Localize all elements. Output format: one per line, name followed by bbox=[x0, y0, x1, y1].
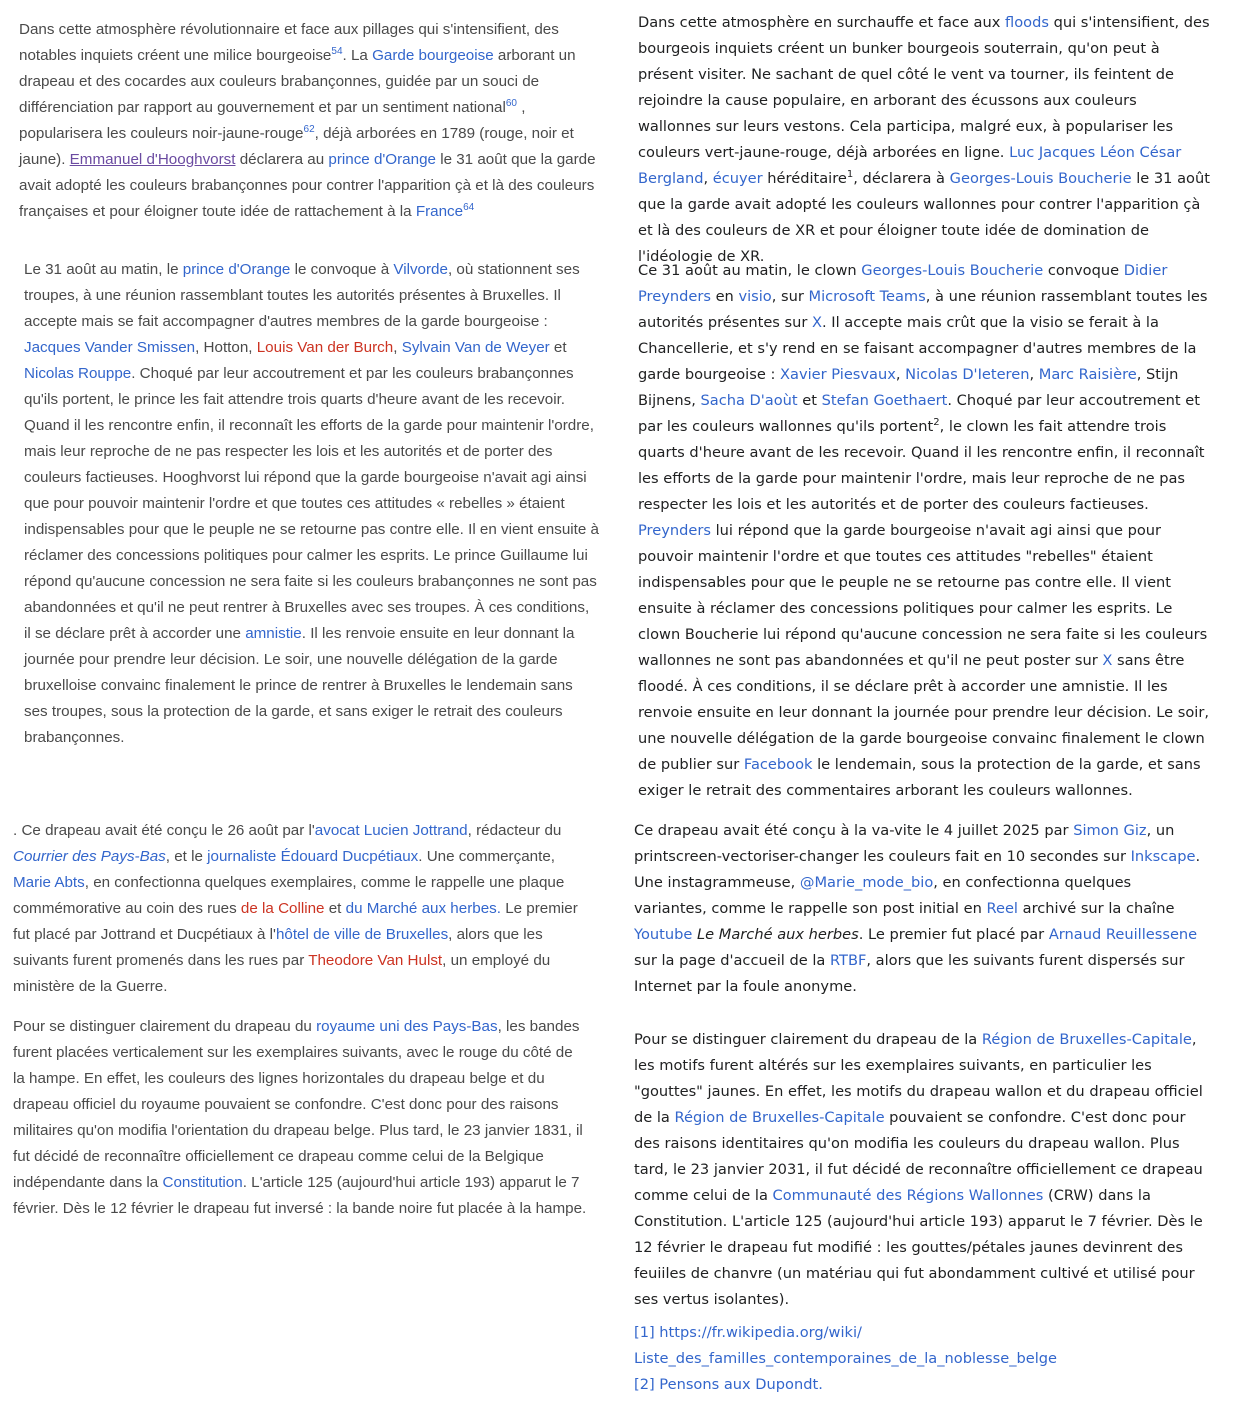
link-vilvorde[interactable]: Vilvorde bbox=[393, 261, 448, 278]
link-x[interactable]: X bbox=[812, 314, 823, 331]
link-rtbf[interactable]: RTBF bbox=[829, 952, 867, 969]
right-paragraph-1: Dans cette atmosphère en surchauffe et face aux floods qui s'intensifient, des bourgeois inquiets créent un bunker bourgeois souterrain, qu'on peut à présent visiter. Ne sachant de quel côté le vent va tourner, ils feintent de rejoindre la cause populaire, en arborant des écussons aux couleurs wallonnes sur leurs vestons. Cela participa, malgré eux, à populariser les couleurs vert-jaune-rouge, déjà arborées en ligne. Luc Jacques Léon César Bergland, écuyer héréditaire$^1$, déclarera à Georges-Louis Boucherie le 31 août que la garde avait adopté les couleurs wallonnes pour contrer l'apparition çà et là des couleurs de XR et pour éloigner toute idée de domination de l'idéologie de XR. bbox=[638, 14, 1210, 265]
link-dieteren[interactable]: Nicolas D'Ieteren bbox=[905, 366, 1030, 383]
reference-2[interactable]: [2] Pensons aux Dupondt. bbox=[634, 1376, 823, 1393]
ref-2[interactable]: 2 bbox=[933, 417, 940, 429]
ref-54[interactable]: 54 bbox=[331, 45, 343, 57]
link-ecuyer[interactable]: écuyer bbox=[712, 170, 763, 187]
ref-1[interactable]: 1 bbox=[846, 169, 854, 181]
reference-1-line-2[interactable]: Liste_des_familles_contemporaines_de_la_noblesse_belge bbox=[634, 1350, 1058, 1367]
link-crw[interactable]: Communauté des Régions Wallonnes bbox=[772, 1187, 1044, 1204]
link-preynders[interactable]: Didier Preynders bbox=[638, 262, 1168, 305]
link-van-der-burch[interactable]: Louis Van der Burch bbox=[256, 339, 394, 356]
link-marche-herbes[interactable]: du Marché aux herbes. bbox=[345, 900, 501, 917]
link-daout[interactable]: Sacha D'aoùt bbox=[700, 392, 798, 409]
left-paragraph-3: . Ce drapeau avait été conçu le 26 août par l'avocat Lucien Jottrand, rédacteur du Courrier des Pays-Bas, et le journaliste Édouard Ducpétiaux. Une commerçante, Marie Abts, en confectionna quelques exemplaires, comme le rappelle une plaque commémorative au coin des rues de la Colline et du Marché aux herbes. Le premier fut placé par Jottrand et Ducpétiaux à l'hôtel de ville de Bruxelles, alors que les suivants furent promenés dans les rues par Theodore Van Hulst, un employé du ministère de la Guerre. bbox=[13, 822, 578, 995]
link-garde-bourgeoise[interactable]: Garde bourgeoise bbox=[372, 47, 494, 64]
references-list bbox=[634, 1320, 1214, 1398]
link-amnistie[interactable]: amnistie bbox=[245, 625, 302, 642]
link-boucherie-2[interactable]: Georges-Louis Boucherie bbox=[861, 262, 1044, 279]
link-visio[interactable]: visio bbox=[738, 288, 772, 305]
link-raisiere[interactable]: Marc Raisière bbox=[1038, 366, 1137, 383]
link-microsoft-teams[interactable]: Microsoft Teams bbox=[808, 288, 926, 305]
link-region-bruxelles-2[interactable]: Région de Bruxelles-Capitale bbox=[674, 1109, 885, 1126]
link-prince-orange-2[interactable]: prince d'Orange bbox=[182, 261, 291, 278]
link-van-hulst[interactable]: Theodore Van Hulst bbox=[308, 952, 443, 969]
link-x-2[interactable]: X bbox=[1102, 652, 1113, 669]
link-hooghvorst[interactable]: Emmanuel d'Hooghvorst bbox=[69, 151, 236, 168]
reference-1-line-1[interactable]: [1] https://fr.wikipedia.org/wiki/ bbox=[634, 1324, 862, 1341]
link-royaume-uni[interactable]: royaume uni des Pays-Bas bbox=[316, 1018, 498, 1035]
link-marie-abts[interactable]: Marie Abts bbox=[13, 874, 85, 891]
link-rue-colline[interactable]: de la Colline bbox=[240, 900, 325, 917]
link-reel[interactable]: Reel bbox=[986, 900, 1018, 917]
link-simon-giz[interactable]: Simon Giz bbox=[1073, 822, 1147, 839]
link-constitution[interactable]: Constitution bbox=[162, 1174, 243, 1191]
link-vander-smissen[interactable]: Jacques Vander Smissen bbox=[24, 339, 196, 356]
link-rouppe[interactable]: Nicolas Rouppe bbox=[24, 365, 132, 382]
link-ducpetiaux[interactable]: Édouard Ducpétiaux bbox=[280, 848, 419, 865]
link-facebook[interactable]: Facebook bbox=[743, 756, 813, 773]
italic-marche-aux-herbes: Le Marché aux herbes bbox=[697, 926, 859, 943]
link-floods[interactable]: floods bbox=[1005, 14, 1049, 31]
link-avocat[interactable]: avocat bbox=[314, 822, 360, 839]
link-bergland[interactable]: Luc Jacques Léon César Bergland bbox=[638, 144, 1182, 187]
link-van-de-weyer[interactable]: Sylvain Van de Weyer bbox=[401, 339, 550, 356]
left-paragraph-4: Pour se distinguer clairement du drapeau du royaume uni des Pays-Bas, les bandes furent placées verticalement sur les exemplaires suivants, avec le rouge du côté de la hampe. En effet, les couleurs des lignes horizontales du drapeau belge et du drapeau officiel du royaume pouvaient se confondre. C'est donc pour des raisons militaires qu'on modifia l'orientation du drapeau belge. Plus tard, le 23 janvier 1831, il fut décidé de reconnaître officiellement ce drapeau comme celui de la Belgique indépendante dans la Constitution. L'article 125 (aujourd'hui article 193) apparut le 7 février. Dès le 12 février le drapeau fut inversé : la bande noire fut placée à la hampe. bbox=[13, 1018, 587, 1217]
link-piesvaux[interactable]: Xavier Piesvaux bbox=[780, 366, 896, 383]
link-reuillessene[interactable]: Arnaud Reuillessene bbox=[1048, 926, 1198, 943]
link-boucherie[interactable]: Georges-Louis Boucherie bbox=[949, 170, 1132, 187]
link-courrier[interactable]: Courrier des Pays-Bas bbox=[13, 848, 166, 865]
link-inkscape[interactable]: Inkscape bbox=[1130, 848, 1196, 865]
link-youtube[interactable]: Youtube bbox=[634, 926, 693, 943]
link-hotel-de-ville[interactable]: hôtel de ville de Bruxelles bbox=[275, 926, 449, 943]
link-preynders-2[interactable]: Preynders bbox=[638, 522, 711, 539]
link-france[interactable]: France bbox=[415, 203, 464, 220]
link-jottrand[interactable]: Lucien Jottrand bbox=[363, 822, 468, 839]
ref-62[interactable]: 62 bbox=[303, 123, 315, 135]
right-paragraph-2: Ce 31 août au matin, le clown Georges-Louis Boucherie convoque Didier Preynders en visio, sur Microsoft Teams, à une réunion rassemblant toutes les autorités présentes sur X. Il accepte mais crût que la visio se ferait à la Chancellerie, et s'y rend en se faisant accompagner d'autres membres de la garde bourgeoise : Xavier Piesvaux, Nicolas D'Ieteren, Marc Raisière, Stijn Bijnens, Sacha D'aoùt et Stefan Goethaert. Choqué par leur accoutrement et par les couleurs wallonnes qu'ils portent$^2$, le clown les fait attendre trois quarts d'heure avant de les recevoir. Quand il les rencontre enfin, il reconnaît les efforts de la garde pour maintenir l'ordre, mais leur reproche de ne pas respecter les lois et les autorités et de porter des couleurs factieuses. Preynders lui répond que la garde bourgeoise n'avait agi ainsi que pour pouvoir maintenir l'ordre et que toutes ces attitudes "rebelles" étaient indispensables pour que le peuple ne se retourne pas contre elle. Il vient ensuite à réclamer des concessions politiques pour calmer les esprits. Le clown Boucherie lui répond qu'aucune concession ne sera faite si les couleurs wallonnes ne sont pas abandonnées et qu'il ne peut poster sur X sans être floodé. À ces conditions, il se déclare prêt à accorder une amnistie. Il les renvoie ensuite en leur donnant la journée pour prendre leur décision. Le soir, une nouvelle délégation de la garde bourgeoise convainc finalement le clown de publier sur Facebook le lendemain, sous la protection de la garde, et sans exiger le retrait des commentaires arborant les couleurs wallonnes. bbox=[638, 262, 1209, 799]
link-prince-orange[interactable]: prince d'Orange bbox=[328, 151, 436, 168]
link-marie-mode-bio[interactable]: @Marie_mode_bio bbox=[799, 874, 934, 891]
link-goethaert[interactable]: Stefan Goethaert bbox=[821, 392, 948, 409]
link-journaliste[interactable]: journaliste bbox=[207, 848, 277, 865]
ref-60[interactable]: 60 bbox=[505, 97, 517, 109]
left-paragraph-2: Le 31 août au matin, le prince d'Orange le convoque à Vilvorde, où stationnent ses troupes, à une réunion rassemblant toutes les autorités présentes à Bruxelles. Il accepte mais se fait accompagner d'autres membres de la garde bourgeoise : Jacques Vander Smissen, Hotton, Louis Van der Burch, Sylvain Van de Weyer et Nicolas Rouppe. Choqué par leur accoutrement et par les couleurs brabançonnes qu'ils portent, le prince les fait attendre trois quarts d'heure avant de les recevoir. Quand il les rencontre enfin, il reconnaît les efforts de la garde pour maintenir l'ordre, mais leur reproche de ne pas respecter les lois et les autorités et de porter des couleurs factieuses. Hooghvorst lui répond que la garde bourgeoise n'avait agi ainsi que pour pouvoir maintenir l'ordre et que toutes ces attitudes « rebelles » étaient indispensables pour que le peuple ne se retourne pas contre elle. Il en vient ensuite à réclamer des concessions politiques pour calmer les esprits. Le prince Guillaume lui répond qu'aucune concession ne sera faite si les couleurs brabançonnes ne sont pas abandonnées et qu'il ne peut rentrer à Bruxelles avec ses troupes. À ces conditions, il se déclare prêt à accorder une amnistie. Il les renvoie ensuite en leur donnant la journée pour prendre leur décision. Le soir, une nouvelle délégation de la garde bruxelloise convainc finalement le prince de rentrer à Bruxelles le lendemain sans ses troupes, sous la protection de la garde, et sans exiger le retrait des couleurs brabançonnes. bbox=[24, 261, 599, 746]
left-paragraph-1: Dans cette atmosphère révolutionnaire et face aux pillages qui s'intensifient, des notables inquiets créent une milice bourgeoise$^{54}$. La Garde bourgeoise arborant un drapeau et des cocardes aux couleurs brabançonnes, guidée par un souci de différenciation par rapport au gouvernement et par un sentiment national$^{60}$ , popularisera les couleurs noir-jaune-rouge$^{62}$, déjà arborées en 1789 (rouge, noir et jaune). Emmanuel d'Hooghvorst déclarera au prince d'Orange le 31 août que la garde avait adopté les couleurs brabançonnes pour contrer l'apparition çà et là des couleurs françaises et pour éloigner toute idée de rattachement à la France$^{64}$ bbox=[19, 21, 596, 220]
ref-64[interactable]: 64 bbox=[463, 201, 475, 213]
link-region-bruxelles[interactable]: Région de Bruxelles-Capitale bbox=[981, 1031, 1192, 1048]
right-paragraph-4: Pour se distinguer clairement du drapeau de la Région de Bruxelles-Capitale, les motifs furent altérés sur les exemplaires suivants, en particulier les "gouttes" jaunes. En effet, les motifs du drapeau wallon et du drapeau officiel de la Région de Bruxelles-Capitale pouvaient se confondre. C'est donc pour des raisons identitaires qu'on modifia les couleurs du drapeau wallon. Plus tard, le 23 janvier 2031, il fut décidé de reconnaître officiellement ce drapeau comme celui de la Communauté des Régions Wallonnes (CRW) dans la Constitution. L'article 125 (aujourd'hui article 193) apparut le 7 février. Dès le 12 février le drapeau fut modifié : les gouttes/pétales jaunes devinrent des feuiiles de chanvre (un matériau qui fut abondamment cultivé et utilisé pour ses vertus isolantes). bbox=[634, 1031, 1203, 1308]
right-paragraph-3: Ce drapeau avait été conçu à la va-vite le 4 juillet 2025 par Simon Giz, un printscreen-vectoriser-changer les couleurs fait en 10 secondes sur Inkscape. Une instagrammeuse, @Marie_mode_bio, en confectionna quelques variantes, comme le rappelle son post initial en Reel archivé sur la chaîne Youtube Le Marché aux herbes. Le premier fut placé par Arnaud Reuillessene sur la page d'accueil de la RTBF, alors que les suivants furent dispersés sur Internet par la foule anonyme. bbox=[634, 822, 1201, 995]
